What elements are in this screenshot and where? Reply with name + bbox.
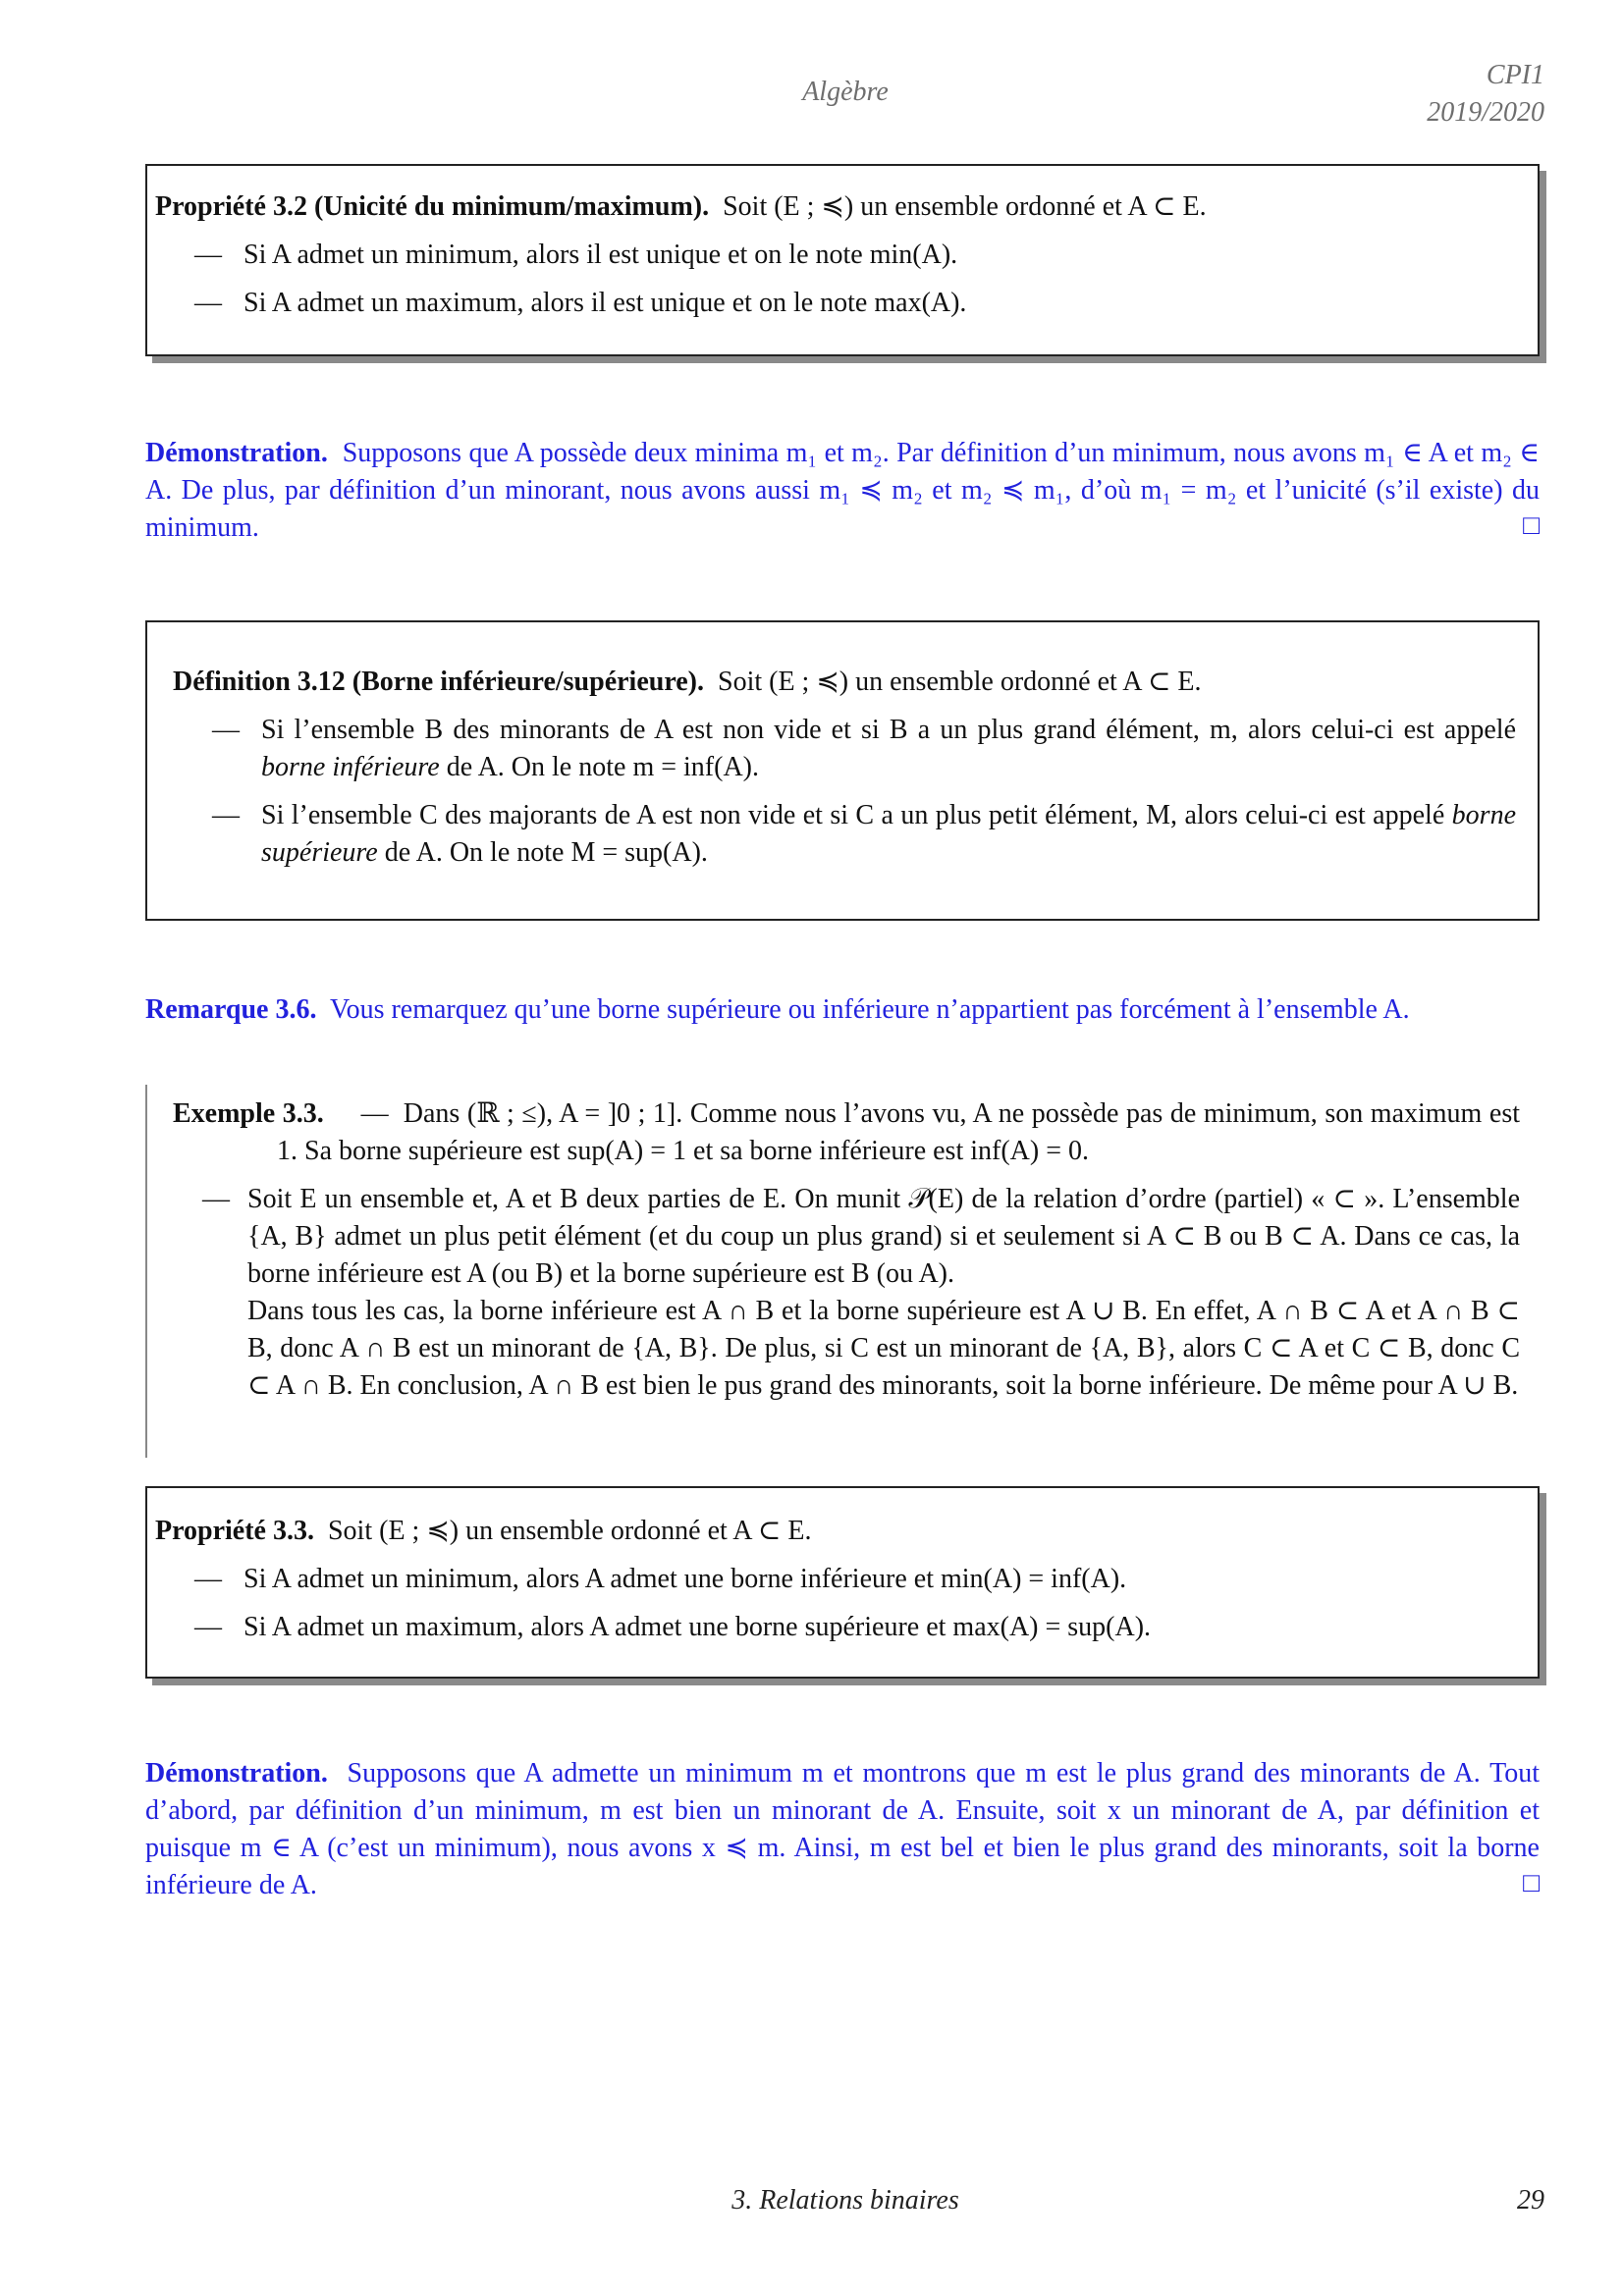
example-3-3 xyxy=(145,1085,1540,1458)
list-item xyxy=(155,1609,1538,1646)
demonstration-2 xyxy=(145,1755,1540,1904)
dash-bullet: — xyxy=(212,715,240,745)
property-title: Propriété 3.3. xyxy=(155,1516,314,1546)
list-item-text: Dans (ℝ ; ≤), A = ]0 ; 1]. Comme nous l’avons vu, A ne possède pas de minimum, son maximum est 1. Sa borne supérieure est sup(A) = 1 et sa borne inférieure est inf(A) = 0. xyxy=(277,1098,1521,1166)
dash-bullet: — xyxy=(360,1098,389,1129)
property-intro: Soit (E ; ≼) un ensemble ordonné et A ⊂ E. xyxy=(723,191,1207,222)
list-item-text: Si l’ensemble B des minorants de A est non vide et si B a un plus grand élément, m, alors celui-ci est appelé xyxy=(261,715,1516,745)
demonstration-text: Supposons que A possède deux minima m₁ et m₂. Par définition d’un minimum, nous avons m₁ ∈ A et m₂ ∈ A. De plus, par définition d’un minorant, nous avons aussi m₁ ≼ m₂ et m₂ ≼ m₁, d’où m₁ = m₂ et l’unicité (s’il existe) du minimum. xyxy=(145,438,1541,543)
qed-symbol: □ xyxy=(1523,1868,1540,1898)
dash-bullet: — xyxy=(202,1184,230,1214)
definition-title: Définition 3.12 (Borne inférieure/supérieure). xyxy=(173,667,704,697)
list-item xyxy=(155,285,1538,322)
definition-intro: Soit (E ; ≼) un ensemble ordonné et A ⊂ E. xyxy=(718,667,1202,697)
list-item-text: de A. On le note m = inf(A). xyxy=(446,752,759,782)
demonstration-text: Supposons que A admette un minimum m et montrons que m est le plus grand des minorants de A. Tout d’abord, par définition d’un minimum, m est bien un minorant de A. Ensuite, soit x un minorant de A, par définition et puisque m ∈ A (c’est un minimum), nous avons x ≼ m. Ainsi, m est bel et bien le plus grand des minorants, soit la borne inférieure de A. xyxy=(145,1758,1540,1900)
header-class-year xyxy=(1427,57,1544,132)
dash-bullet: — xyxy=(194,240,222,270)
list-item xyxy=(173,712,1516,786)
qed-symbol: □ xyxy=(1523,510,1540,541)
remark-3-6 xyxy=(145,991,1540,1029)
dash-bullet: — xyxy=(194,1612,222,1642)
demonstration-title: Démonstration. xyxy=(145,1758,328,1789)
property-intro: Soit (E ; ≼) un ensemble ordonné et A ⊂ E. xyxy=(327,1516,812,1546)
list-item-text: Soit E un ensemble et, A et B deux parties de E. On munit 𝒫(E) de la relation d’ordre (partiel) « ⊂ ». L’ensemble {A, B} admet un plus petit élément (et du coup un plus grand) si et seulement si A ⊂ B ou B ⊂ A. Dans ce cas, la borne inférieure est A (ou B) et la borne supérieure est B (ou A). xyxy=(247,1184,1520,1289)
list-item xyxy=(173,797,1516,872)
demonstration-title: Démonstration. xyxy=(145,438,328,468)
list-item-text: Si l’ensemble C des majorants de A est non vide et si C a un plus petit élément, M, alors celui-ci est appelé xyxy=(261,800,1445,830)
property-3-2-heading xyxy=(155,188,1538,226)
example-item-1 xyxy=(173,1095,1520,1170)
property-3-3-heading xyxy=(155,1513,1538,1550)
page-number: 29 xyxy=(1517,2185,1544,2216)
list-item-text: Dans tous les cas, la borne inférieure est A ∩ B et la borne supérieure est A ∪ B. En effet, A ∩ B ⊂ A et A ∩ B ⊂ B, donc A ∩ B est un minorant de {A, B}. De plus, si C est un minorant de {A, B}, alors C ⊂ A et C ⊂ B, donc C ⊂ A ∩ B. En conclusion, A ∩ B est bien le pus grand des minorants, soit la borne inférieure. De même pour A ∪ B. xyxy=(247,1296,1520,1401)
header-year: 2019/2020 xyxy=(1427,97,1544,128)
demonstration-1 xyxy=(145,435,1540,547)
term-borne-inferieure: borne inférieure xyxy=(261,752,440,782)
list-item xyxy=(155,1561,1538,1598)
list-item xyxy=(155,237,1538,274)
property-3-2-box xyxy=(145,164,1540,356)
definition-heading xyxy=(173,664,1516,701)
remark-text: Vous remarquez qu’une borne supérieure ou inférieure n’appartient pas forcément à l’ensemble A. xyxy=(329,994,1410,1025)
header-class: CPI1 xyxy=(1486,60,1544,90)
list-item-text: Si A admet un maximum, alors il est unique et on le note max(A). xyxy=(243,288,967,318)
list-item-text: Si A admet un minimum, alors il est unique et on le note min(A). xyxy=(243,240,958,270)
list-item-text: Si A admet un minimum, alors A admet une borne inférieure et min(A) = inf(A). xyxy=(243,1564,1127,1594)
dash-bullet: — xyxy=(212,800,240,830)
remark-title: Remarque 3.6. xyxy=(145,994,317,1025)
example-title: Exemple 3.3. xyxy=(173,1098,324,1129)
term-borne-superieure: borne supérieure xyxy=(261,800,1516,868)
list-item-text: de A. On le note M = sup(A). xyxy=(384,837,708,868)
property-3-3-box xyxy=(145,1486,1540,1679)
property-title: Propriété 3.2 (Unicité du minimum/maximum). xyxy=(155,191,710,222)
example-item-2 xyxy=(173,1181,1520,1405)
header-subject: Algèbre xyxy=(802,77,889,107)
list-item-text: Si A admet un maximum, alors A admet une borne supérieure et max(A) = sup(A). xyxy=(243,1612,1152,1642)
footer-chapter: 3. Relations binaires xyxy=(731,2185,959,2216)
dash-bullet: — xyxy=(194,1564,222,1594)
definition-3-12-box xyxy=(145,620,1540,921)
dash-bullet: — xyxy=(194,288,222,318)
